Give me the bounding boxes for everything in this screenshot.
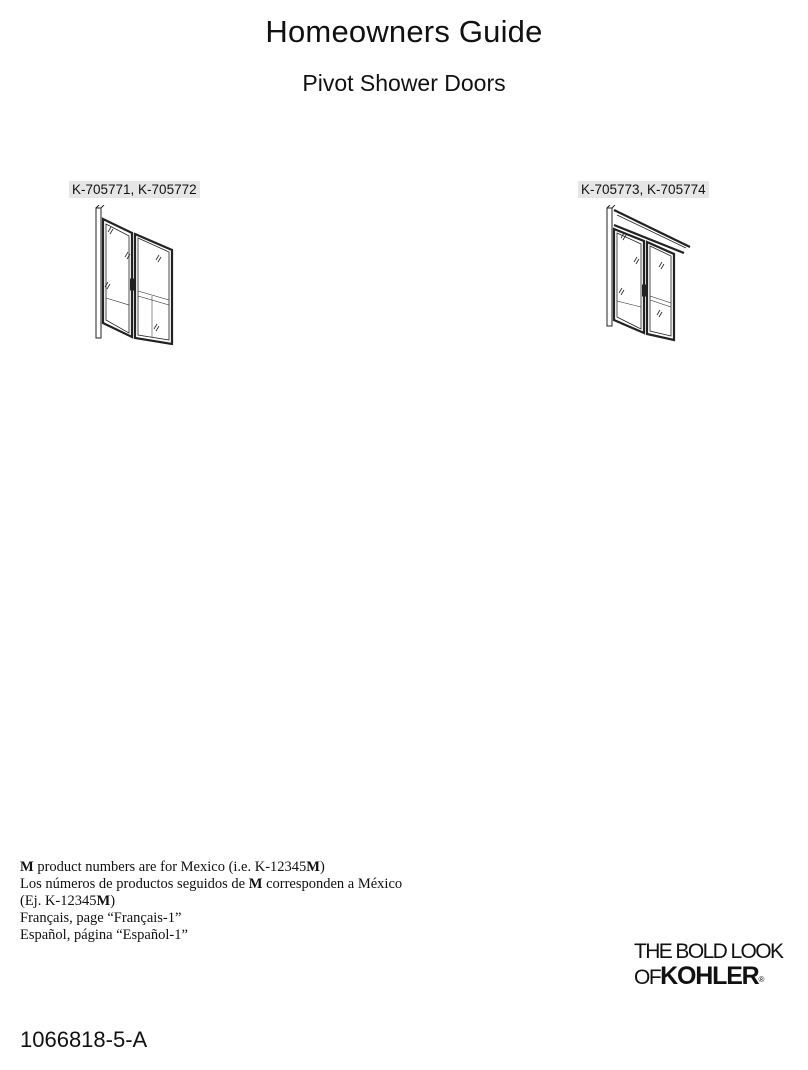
logo-brand-line xyxy=(634,963,794,993)
note-line-mexico-en xyxy=(20,859,402,876)
document-number: 1066818-5-A xyxy=(20,1027,148,1052)
note-line-mexico-es xyxy=(20,876,402,893)
note-bold-m: M xyxy=(248,876,263,892)
logo-brand: KOHLER xyxy=(660,962,759,990)
note-text: ) xyxy=(319,859,325,875)
note-line-spanish: Español, página “Español-1” xyxy=(20,927,188,943)
pivot-door-drawing-left xyxy=(92,205,182,345)
language-notes xyxy=(20,859,402,944)
note-text: ) xyxy=(110,893,116,909)
model-label-right: K-705773, K-705774 xyxy=(578,181,709,198)
note-line-french: Français, page “Français-1” xyxy=(20,910,182,926)
page-subtitle: Pivot Shower Doors xyxy=(302,70,506,96)
kohler-logo xyxy=(634,941,794,993)
note-bold-m: M xyxy=(96,893,111,909)
note-text: (Ej. K-12345 xyxy=(20,893,97,909)
note-bold-m: M xyxy=(306,859,320,875)
page-title: Homeowners Guide xyxy=(265,14,543,49)
note-bold-m: M xyxy=(20,859,34,875)
model-label-left: K-705771, K-705772 xyxy=(69,181,200,198)
note-text: product numbers are for Mexico (i.e. K-12345 xyxy=(33,859,307,875)
note-text: corresponden a México xyxy=(262,876,403,892)
pivot-door-drawing-right xyxy=(602,205,697,345)
note-line-example xyxy=(20,893,402,910)
logo-registered-mark: ® xyxy=(758,975,765,984)
logo-tagline: THE BOLD LOOK xyxy=(634,940,783,963)
note-text: Los números de productos seguidos de xyxy=(20,876,249,892)
logo-of: OF xyxy=(634,966,661,989)
